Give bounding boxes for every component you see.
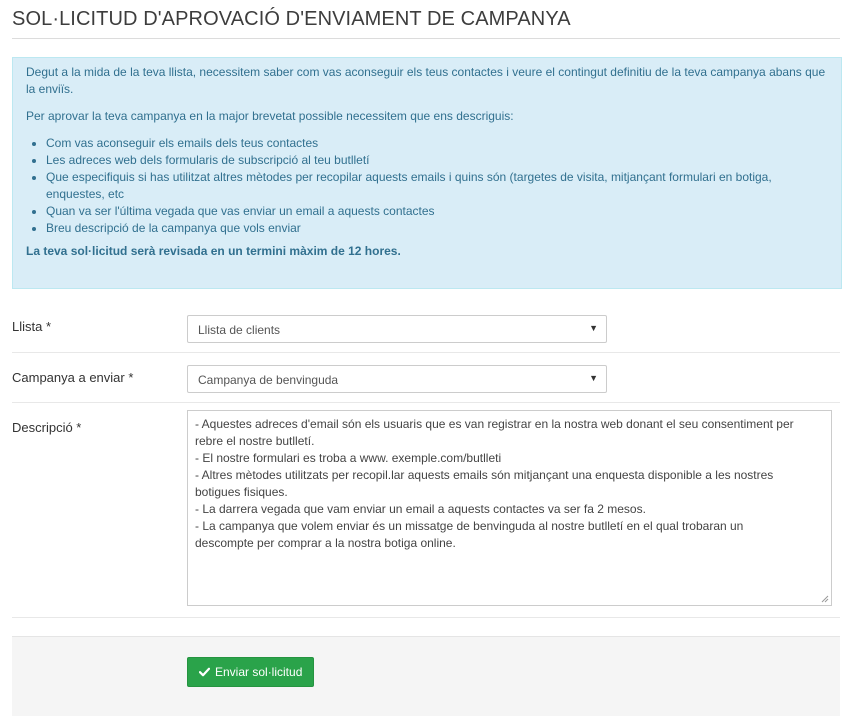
description-line: - El nostre formulari es troba a www. exemple.com/butlleti xyxy=(195,451,502,465)
check-icon xyxy=(199,667,210,677)
list-item: • Quan va ser l'última vegada que vas enviar un email a aquests contactes xyxy=(46,203,828,220)
description-line: botigues fisiques. xyxy=(195,485,288,499)
page-title: SOL·LICITUD D'APROVACIÓ D'ENVIAMENT DE CAMPANYA xyxy=(12,8,571,30)
submit-button-label: Enviar sol·licitud xyxy=(215,665,303,679)
description-label: Descripció * xyxy=(12,420,82,435)
submit-request-button[interactable] xyxy=(187,657,314,687)
description-line: - Altres mètodes utilitzats per recopil.lar aquests emails són mitjançant una enquesta disponible a les nostres xyxy=(195,468,774,482)
list-field-row xyxy=(12,301,840,353)
description-line: rebre el nostre butlletí. xyxy=(195,434,315,448)
title-divider xyxy=(12,38,840,39)
campaign-select[interactable] xyxy=(187,365,607,393)
list-label: Llista * xyxy=(12,319,52,334)
list-select-value: Llista de clients xyxy=(198,323,281,337)
list-item: • Les adreces web dels formularis de subscripció al teu butlletí xyxy=(46,152,828,169)
campaign-field-row xyxy=(12,352,840,403)
description-textarea[interactable] xyxy=(187,410,832,606)
description-line: - La darrera vegada que vam enviar un email a aquests contactes va ser fa 2 mesos. xyxy=(195,502,646,516)
list-select[interactable] xyxy=(187,315,607,343)
info-intro: Degut a la mida de la teva llista, necessitem saber com vas aconseguir els teus contactes i veure el contingut definitiu de la teva campanya abans que la enviïs. xyxy=(26,65,826,96)
description-line: - La campanya que volem enviar és un missatge de benvinguda al nostre butlletí en el qual trobaran un xyxy=(195,519,744,533)
campaign-label: Campanya a enviar * xyxy=(12,370,134,385)
chevron-down-icon: ▼ xyxy=(589,373,598,383)
resize-grip-icon[interactable] xyxy=(821,595,829,603)
form-actions-bar xyxy=(12,636,840,716)
description-line: - Aquestes adreces d'email són els usuaris que es van registrar en la nostra web donant el seu consentiment per xyxy=(195,417,794,431)
description-line: descompte per comprar a la nostra botiga online. xyxy=(195,536,456,550)
chevron-down-icon: ▼ xyxy=(589,323,598,333)
info-ask: Per aprovar la teva campanya en la major brevetat possible necessitem que ens descriguis: xyxy=(26,109,514,123)
description-field-row xyxy=(12,402,840,618)
list-item: • Com vas aconseguir els emails dels teus contactes xyxy=(46,135,828,152)
list-item: • Que especifiquis si has utilitzat altres mètodes per recopilar aquests emails i quins són (targetes de visita, mitjançant formulari en botiga, enquestes, etc xyxy=(46,169,828,203)
campaign-select-value: Campanya de benvinguda xyxy=(198,373,339,387)
list-item: • Breu descripció de la campanya que vols enviar xyxy=(46,220,828,237)
info-alert xyxy=(12,57,842,289)
info-requirements-list xyxy=(26,135,828,237)
review-time-note: La teva sol·licitud serà revisada en un termini màxim de 12 hores. xyxy=(26,244,401,258)
